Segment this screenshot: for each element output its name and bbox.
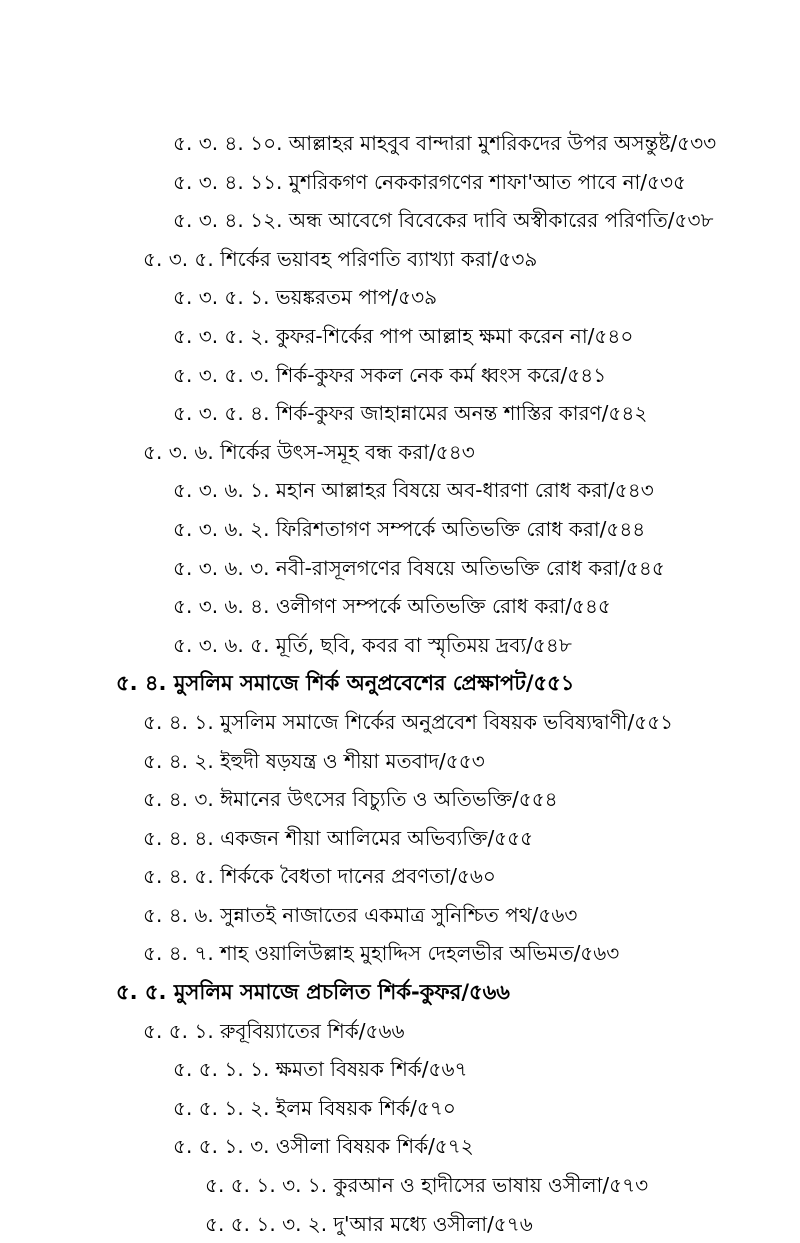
toc-entry: ৫. ৪. ৪. একজন শীয়া আলিমের অভিব্যক্তি/৫৫৫ (143, 825, 534, 850)
toc-entry: ৫. ৩. ৪. ১০. আল্লাহর মাহবুব বান্দারা মুশরিকদের উপর অসন্তুষ্ট/৫৩৩ (173, 131, 717, 155)
toc-entry: ৫. ৫. ১. রুবূবিয়্যাতের শির্ক/৫৬৬ (143, 1018, 405, 1043)
toc-entry: ৫. ৩. ৬. ১. মহান আল্লাহর বিষয়ে অব-ধারণা রোধ করা/৫৪৩ (173, 478, 654, 503)
toc-entry: ৫. ৪. ২. ইহুদী ষড়যন্ত্র ও শীয়া মতবাদ/৫৫৩ (143, 748, 485, 773)
toc-entry: ৫. ৩. ৫. শির্কের ভয়াবহ পরিণতি ব্যাখ্যা করা/৫৩৯ (143, 246, 538, 271)
toc-entry: ৫. ৪. ১. মুসলিম সমাজে শির্কের অনুপ্রবেশ বিষয়ক ভবিষ্যদ্বাণী/৫৫১ (143, 709, 674, 734)
toc-entry: ৫. ৩. ৬. ৪. ওলীগণ সম্পর্কে অতিভক্তি রোধ করা/৫৪৫ (173, 594, 611, 619)
toc-entry: ৫. ৩. ৬. ৫. মূর্তি, ছবি, কবর বা স্মৃতিময় দ্রব্য/৫৪৮ (173, 632, 572, 657)
toc-entry: ৫. ৩. ৫. ৩. শির্ক-কুফর সকল নেক কর্ম ধ্বংস করে/৫৪১ (173, 362, 607, 387)
toc-entry: ৫. ৩. ৫. ২. কুফর-শির্কের পাপ আল্লাহ ক্ষমা করেন না/৫৪০ (173, 323, 634, 348)
toc-entry: ৫. ৩. ৬. শির্কের উৎস-সমূহ বন্ধ করা/৫৪৩ (143, 439, 475, 464)
toc-entry: ৫. ৩. ৪. ১২. অন্ধ আবেগে বিবেকের দাবি অস্বীকারের পরিণতি/৫৩৮ (173, 208, 714, 233)
toc-section-heading: ৫. ৪. মুসলিম সমাজে শির্ক অনুপ্রবেশের প্রেক্ষাপট/৫৫১ (116, 671, 575, 696)
toc-entry: ৫. ৫. ১. ৩. ওসীলা বিষয়ক শির্ক/৫৭২ (173, 1134, 474, 1159)
toc-entry: ৫. ৩. ৪. ১১. মুশরিকগণ নেককারগণের শাফা'আত পাবে না/৫৩৫ (173, 169, 687, 194)
toc-entry: ৫. ৫. ১. ৩. ২. দু'আর মধ্যে ওসীলা/৫৭৬ (205, 1211, 533, 1236)
toc-entry: ৫. ৪. ৬. সুন্নাতই নাজাতের একমাত্র সুনিশ্চিত পথ/৫৬৩ (143, 902, 578, 927)
toc-entry: ৫. ৫. ১. ২. ইলম বিষয়ক শির্ক/৫৭০ (173, 1095, 456, 1120)
toc-entry: ৫. ৩. ৫. ৪. শির্ক-কুফর জাহান্নামের অনন্ত শাস্তির কারণ/৫৪২ (173, 401, 648, 426)
table-of-contents (0, 124, 800, 1243)
toc-section-heading: ৫. ৫. মুসলিম সমাজে প্রচলিত শির্ক-কুফর/৫৬৬ (116, 980, 510, 1005)
toc-entry: ৫. ৪. ৫. শির্ককে বৈধতা দানের প্রবণতা/৫৬০ (143, 864, 496, 889)
toc-entry: ৫. ৩. ৬. ৩. নবী-রাসূলগণের বিষয়ে অতিভক্তি রোধ করা/৫৪৫ (173, 555, 665, 580)
toc-entry: ৫. ৪. ৩. ঈমানের উৎসের বিচ্যুতি ও অতিভক্তি/৫৫৪ (143, 787, 558, 812)
toc-entry: ৫. ৫. ১. ৩. ১. কুরআন ও হাদীসের ভাষায় ওসীলা/৫৭৩ (205, 1173, 649, 1198)
toc-entry: ৫. ৩. ৫. ১. ভয়ঙ্করতম পাপ/৫৩৯ (173, 285, 438, 310)
toc-entry: ৫. ৩. ৬. ২. ফিরিশতাগণ সম্পর্কে অতিভক্তি রোধ করা/৫৪৪ (173, 516, 646, 541)
toc-entry: ৫. ৪. ৭. শাহ ওয়ালিউল্লাহ মুহাদ্দিস দেহলভীর অভিমত/৫৬৩ (143, 941, 620, 966)
toc-entry: ৫. ৫. ১. ১. ক্ষমতা বিষয়ক শির্ক/৫৬৭ (173, 1057, 468, 1082)
